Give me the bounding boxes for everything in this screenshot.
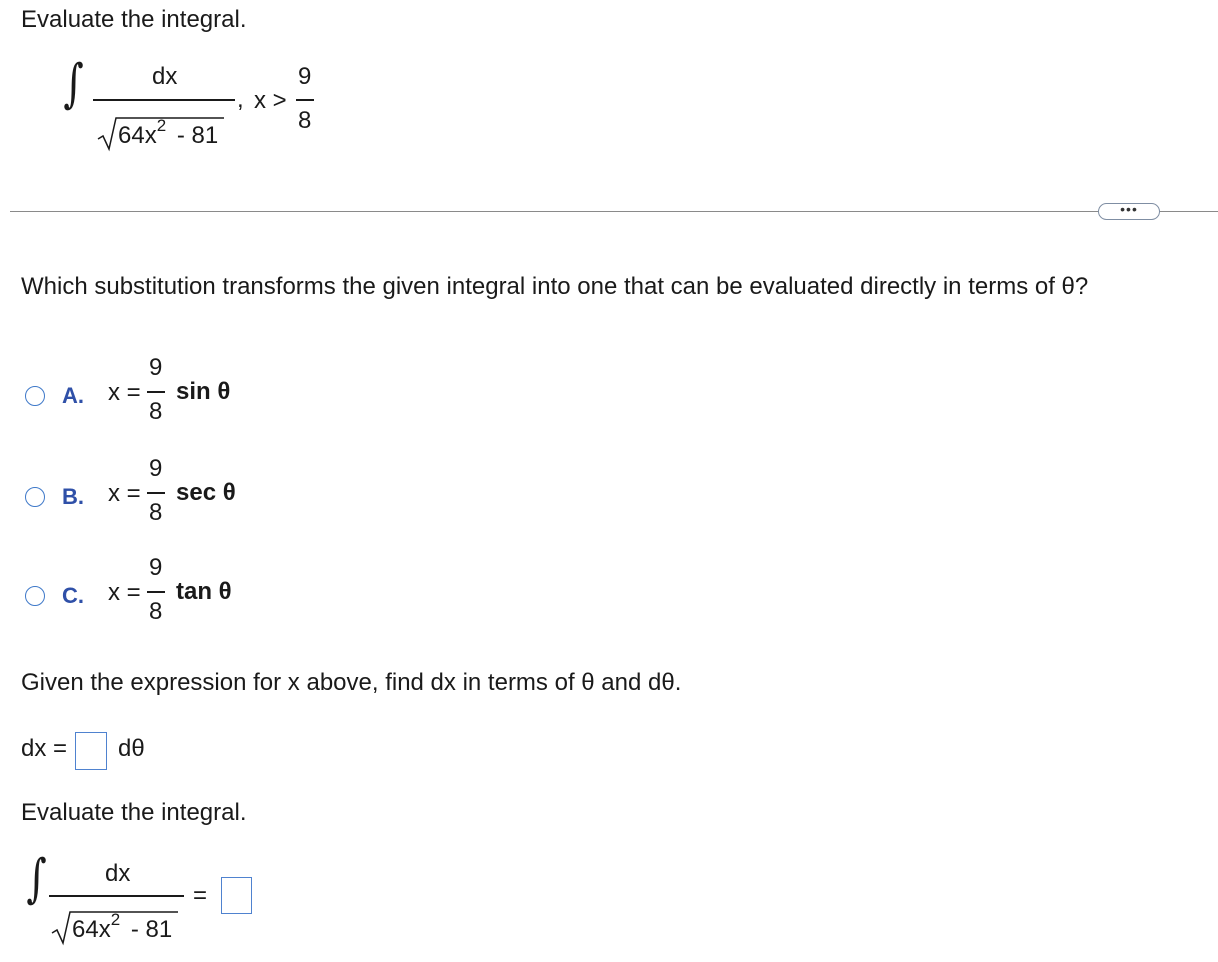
option-b-lhs: x = (108, 480, 141, 507)
final-radicand-base: 64x (72, 916, 111, 943)
condition-numerator: 9 (298, 63, 312, 90)
option-c-numerator: 9 (149, 554, 163, 581)
integral-fraction-bar (93, 99, 235, 101)
dx-lhs: dx = (21, 735, 68, 762)
option-b-function: sec θ (176, 479, 236, 506)
option-b-letter: B. (62, 484, 84, 509)
final-integral-sign: ∫ (26, 849, 47, 909)
radicand (118, 116, 219, 149)
option-a-function: sin θ (176, 378, 231, 405)
condition-variable: x > (254, 87, 287, 114)
integral-numerator: dx (152, 63, 178, 90)
radicand-base: 64x (118, 122, 157, 149)
option-c-function: tan θ (176, 578, 232, 605)
final-integral-numerator: dx (105, 860, 131, 887)
option-b-denominator: 8 (149, 499, 163, 526)
option-b-numerator: 9 (149, 455, 163, 482)
final-radicand-rest: - 81 (130, 916, 173, 943)
option-c-fraction-bar (147, 591, 165, 593)
option-a-fraction-bar (147, 391, 165, 393)
final-equals: = (193, 882, 208, 909)
option-a-lhs: x = (108, 379, 141, 406)
final-radicand (72, 910, 173, 943)
condition-fraction-bar (296, 99, 314, 101)
option-b-fraction-bar (147, 492, 165, 494)
option-a-letter: A. (62, 383, 84, 408)
final-integral-fraction-bar (49, 895, 184, 897)
final-answer-input[interactable] (221, 877, 252, 914)
option-a-denominator: 8 (149, 398, 163, 425)
more-options-button[interactable]: ••• (1098, 203, 1160, 220)
integral-sign: ∫ (63, 54, 84, 114)
radicand-rest: - 81 (176, 122, 219, 149)
integral-comma: , (237, 86, 244, 113)
section-divider (10, 211, 1218, 212)
final-instruction-text: Evaluate the integral. (21, 799, 247, 826)
question-text: Which substitution transforms the given integral into one that can be evaluated directly in terms of θ? (21, 273, 1089, 300)
option-a-radio[interactable] (25, 386, 45, 406)
option-a-numerator: 9 (149, 354, 163, 381)
option-c-lhs: x = (108, 579, 141, 606)
instruction-text: Evaluate the integral. (21, 6, 247, 33)
final-radicand-exponent: 2 (110, 910, 121, 929)
radicand-exponent: 2 (156, 116, 167, 135)
option-c-letter: C. (62, 583, 84, 608)
dx-answer-input[interactable] (75, 732, 107, 770)
dx-suffix: dθ (118, 735, 145, 762)
condition-denominator: 8 (298, 107, 312, 134)
option-b-radio[interactable] (25, 487, 45, 507)
dx-prompt: Given the expression for x above, find dx in terms of θ and dθ. (21, 669, 682, 696)
option-c-denominator: 8 (149, 598, 163, 625)
option-c-radio[interactable] (25, 586, 45, 606)
